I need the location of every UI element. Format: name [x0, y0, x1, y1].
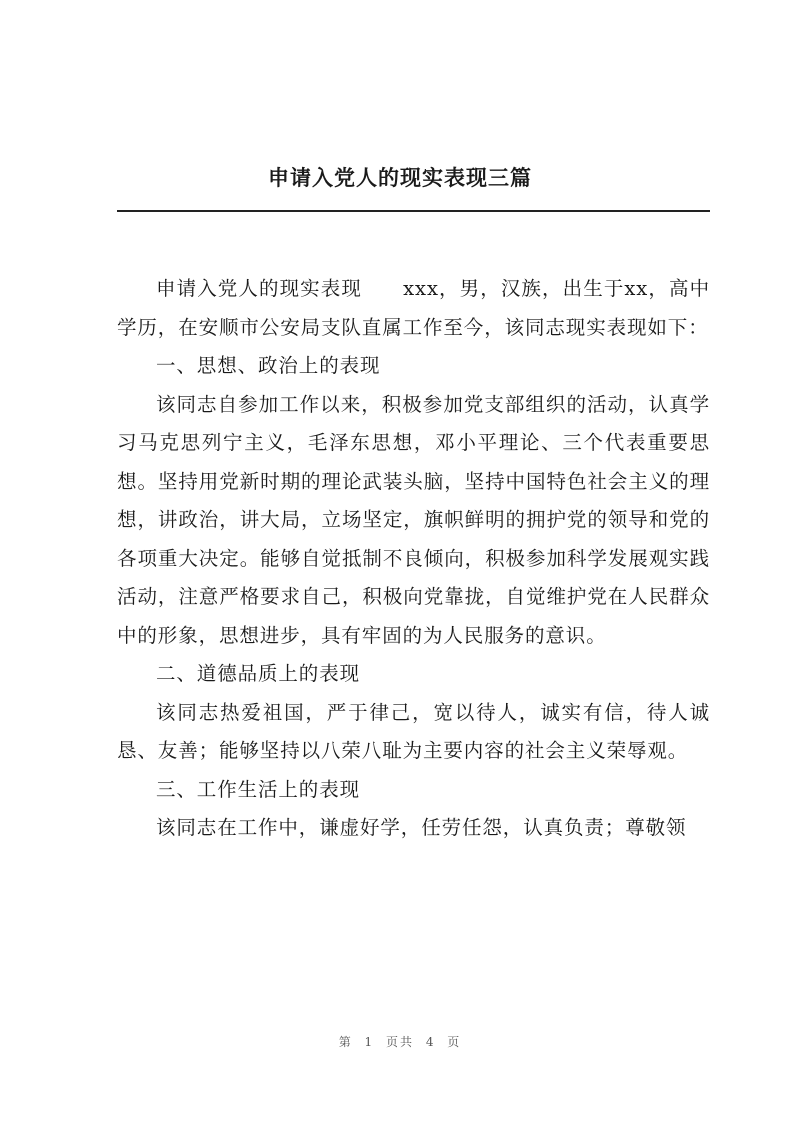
political-paragraph: 该同志自参加工作以来，积极参加党支部组织的活动，认真学习马克思列宁主义，毛泽东思想，邓小平理论、三个代表重要思想。坚持用党新时期的理论武装头脑，坚持中国特色社会主义的理想，讲政治，讲大局，立场坚定，旗帜鲜明的拥护党的领导和党的各项重大决定。能够自觉抵制不良倾向，积极参加科学发展观实践活动，注意严格要求自己，积极向党靠拢，自觉维护党在人民群众中的形象，思想进步，具有牢固的为人民服务的意识。 — [117, 392, 710, 647]
document-title: 申请入党人的现实表现三篇 — [268, 165, 532, 190]
title-underline — [117, 210, 710, 212]
page-number-footer: 第 1 页共 4 页 — [338, 1035, 462, 1049]
section-heading-moral: 二、道德品质上的表现 — [156, 662, 361, 685]
moral-paragraph: 该同志热爱祖国，严于律己，宽以待人，诚实有信，待人诚恳、友善；能够坚持以八荣八耻为主要内容的社会主义荣辱观。 — [117, 700, 710, 762]
intro-paragraph: 申请入党人的现实表现 xxx，男，汉族，出生于xx，高中学历，在安顺市公安局支队直属工作至今，该同志现实表现如下： — [117, 277, 710, 339]
section-heading-work: 三、工作生活上的表现 — [156, 777, 361, 801]
document-body — [117, 270, 710, 848]
section-heading-political: 一、思想、政治上的表现 — [156, 354, 381, 377]
work-paragraph: 该同志在工作中，谦虚好学，任劳任怨，认真负责；尊敬领 — [156, 816, 687, 839]
